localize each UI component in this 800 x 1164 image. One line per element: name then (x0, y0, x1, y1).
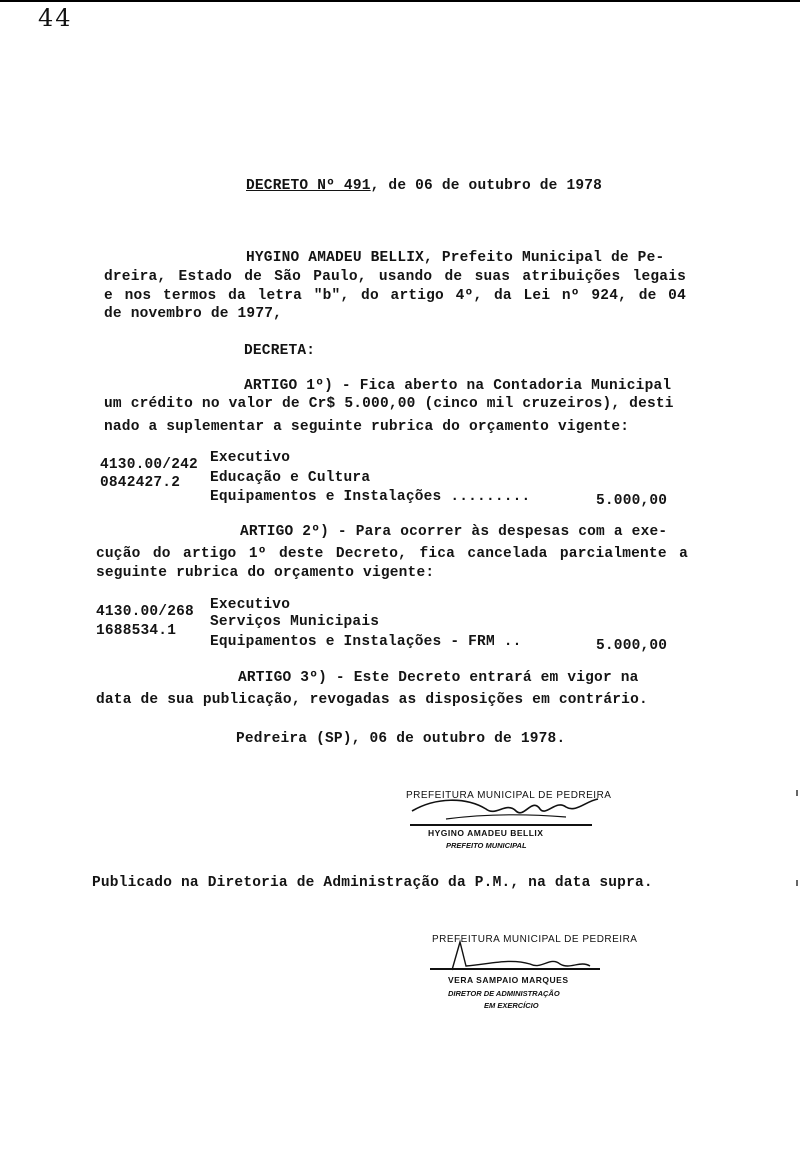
article-2-line-3: seguinte rubrica do orçamento vigente: (96, 565, 435, 581)
decree-label: DECRETO Nº 491 (246, 178, 371, 194)
preamble-line-3: e nos termos da letra "b", do artigo 4º, da Lei nº 924, de 04 (104, 288, 686, 304)
article-3-line-2: data de sua publicação, revogadas as disposições em contrário. (96, 692, 648, 708)
budget-1-line-1: Executivo (210, 450, 291, 466)
mayor-stamp-header: PREFEITURA MUNICIPAL DE PEDREIRA (406, 790, 612, 801)
budget-1-line-2: Educação e Cultura (210, 470, 371, 486)
budget-1-code-2: 0842427.2 (100, 475, 181, 491)
budget-2-line-1: Executivo (210, 597, 291, 613)
director-stamp (430, 932, 638, 1016)
preamble-line-1: HYGINO AMADEU BELLIX, Prefeito Municipal de Pe- (246, 250, 665, 266)
mayor-signature-line (410, 824, 592, 826)
budget-2-code-2: 1688534.1 (96, 623, 177, 639)
mayor-signature-icon (406, 791, 606, 827)
margin-mark (796, 790, 798, 796)
decreta-heading: DECRETA: (244, 343, 316, 359)
page-number: 44 (38, 4, 73, 32)
budget-1-amount: 5.000,00 (596, 493, 668, 509)
margin-mark (796, 880, 798, 886)
preamble-line-4: de novembro de 1977, (104, 306, 283, 322)
budget-2-line-3: Equipamentos e Instalações - FRM .. (210, 634, 522, 650)
budget-1-code-1: 4130.00/242 (100, 457, 198, 473)
director-stamp-role-status: EM EXERCÍCIO (484, 1001, 539, 1010)
article-1-line-2: um crédito no valor de Cr$ 5.000,00 (cinco mil cruzeiros), desti (104, 396, 674, 412)
decree-title (246, 178, 602, 194)
publication-note: Publicado na Diretoria de Administração da P.M., na data supra. (92, 875, 653, 891)
article-1-line-1: ARTIGO 1º) - Fica aberto na Contadoria Municipal (244, 378, 672, 394)
mayor-stamp-name: HYGINO AMADEU BELLIX (428, 828, 544, 838)
budget-2-line-2: Serviços Municipais (210, 614, 380, 630)
director-stamp-name: VERA SAMPAIO MARQUES (448, 975, 569, 985)
article-2-line-2: cução do artigo 1º deste Decreto, fica cancelada parcialmente a (96, 546, 688, 562)
mayor-stamp-role: PREFEITO MUNICIPAL (446, 841, 527, 850)
article-1-line-3: nado a suplementar a seguinte rubrica do orçamento vigente: (104, 419, 630, 435)
budget-1-line-3: Equipamentos e Instalações ......... (210, 489, 531, 505)
page-top-border (0, 0, 800, 2)
director-signature-icon (430, 936, 630, 976)
director-stamp-role: DIRETOR DE ADMINISTRAÇÃO (448, 989, 560, 998)
budget-2-amount: 5.000,00 (596, 638, 668, 654)
article-3-line-1: ARTIGO 3º) - Este Decreto entrará em vigor na (238, 670, 639, 686)
budget-2-code-1: 4130.00/268 (96, 604, 194, 620)
mayor-stamp (406, 787, 612, 857)
director-stamp-header: PREFEITURA MUNICIPAL DE PEDREIRA (432, 934, 638, 945)
decree-date: , de 06 de outubro de 1978 (370, 178, 603, 194)
place-date: Pedreira (SP), 06 de outubro de 1978. (236, 731, 566, 747)
article-2-line-1: ARTIGO 2º) - Para ocorrer às despesas com a exe- (240, 524, 668, 540)
preamble-line-2: dreira, Estado de São Paulo, usando de suas atribuições legais (104, 269, 686, 285)
director-signature-line (430, 968, 600, 970)
